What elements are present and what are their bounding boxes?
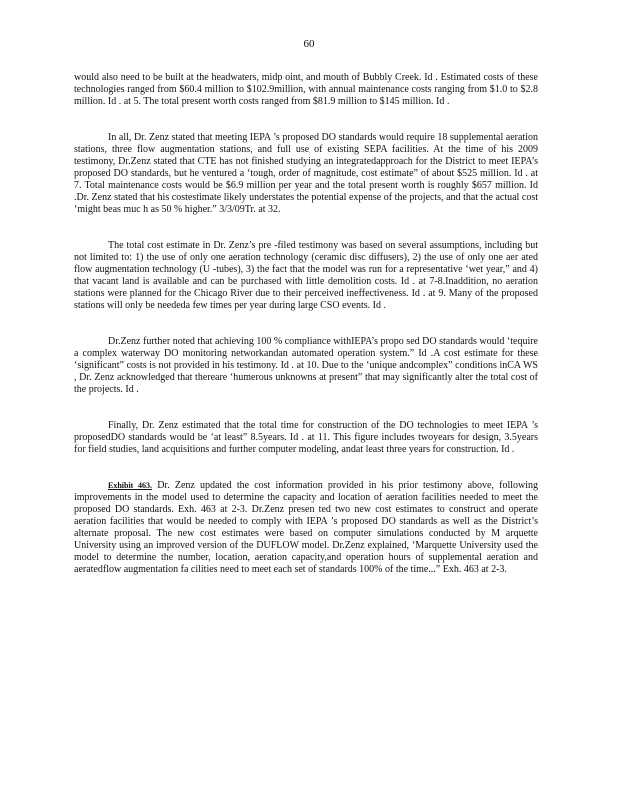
paragraph-compliance-monitoring: Dr.Zenz further noted that achieving 100 % compliance withIEPA’s propo sed DO standards would ‘tequire a complex waterway DO monitoring networkandan automated operation system.” Id .A cost estimate for these ‘significant” costs is not provided in his testimony. Id . at 10. Due to the ‘unique andcomplex” conditions inCA WS , Dr. Zenz acknowledged that thereare ‘humerous unknowns at present” that may significantly alter the total cost of the projects. Id . — [74, 336, 538, 395]
paragraph-total-cost-summary: In all, Dr. Zenz stated that meeting IEPA ’s proposed DO standards would require 18 supplemental aeration stations, three flow augmentation stations, and full use of existing SEPA facilities. At the time of his 2009 testimony, Dr.Zenz stated that CTE has not finished studying an integratedapproach for the District to meet IEPA’s proposed DO standards, but he ventured a ‘tough, order of magnitude, cost estimate” of about $525 million. Id . at 7. Total maintenance costs would be $6.9 million per year and the total present worth is roughly $657 million. Id .Dr. Zenz stated that his costestimate likely understates the potential expense of the projects, and that the actual cost ‘might beas muc h as 50 % higher.” 3/3/09Tr. at 32. — [74, 132, 538, 215]
exhibit-paragraph-text: Dr. Zenz updated the cost information provided in his prior testimony above, following improvements in the model used to determine the capacity and location of aeration facilities needed to meet the proposed DO standards. Exh. 463 at 2-3. Dr.Zenz presen ted two new cost estimates to construct and operate aeration facilities that would be needed to comply with IEPA ’s proposed DO standards as well as the District’s alternate proposal. The new cost estimates were based on computer simulations conducted by M arquette University using an improved version of the DUFLOW model. Dr.Zenz explained, ‘Marquette University used the model to determine the number, location, aeration capacity,and operation hours of supplemental aeration and aeratedflow augmentation fa cilities need to meet each set of standards 100% of the time...” Exh. 463 at 2-3. — [74, 480, 539, 575]
page-number: 60 — [303, 38, 315, 50]
document-body — [74, 72, 538, 576]
paragraph-bubbly-creek-costs: would also need to be built at the headwaters, midp oint, and mouth of Bubbly Creek. Id . Estimated costs of these technologies ranged from $60.4 million to $102.9million, with annual maintenance costs ranging from $1.0 to $2.8 million. Id . at 5. The total present worth costs ranged from $81.9 million to $145 million. Id . — [74, 72, 538, 107]
paragraph-construction-time: Finally, Dr. Zenz estimated that the total time for construction of the DO technologies to meet IEPA ’s proposedDO standards would be ‘at least” 8.5years. Id . at 11. This figure includes twoyears for design, 3.5years for field studies, land acquisitions and further computer modeling, andat least three years for construction. Id . — [74, 420, 538, 455]
exhibit-label: Exhibit 463. — [108, 481, 153, 490]
paragraph-exhibit-463 — [74, 480, 538, 576]
paragraph-cost-assumptions: The total cost estimate in Dr. Zenz’s pre -filed testimony was based on several assumptions, including but not limited to: 1) the use of only one aeration technology (ceramic disc diffusers), 2) the use of only one aer ated flow augmentation technology (U -tubes), 3) the fact that the model was run for a representative ‘wet year,” and 4) that vacant land is available and can be purchased with little demolition costs. Id . at 7-8.Inaddition, no aeration stations were planned for the Chicago River due to their perceived ineffectiveness. Id . at 9. Many of the proposed stations will only be neededa few times per year during large CSO events. Id . — [74, 240, 538, 311]
